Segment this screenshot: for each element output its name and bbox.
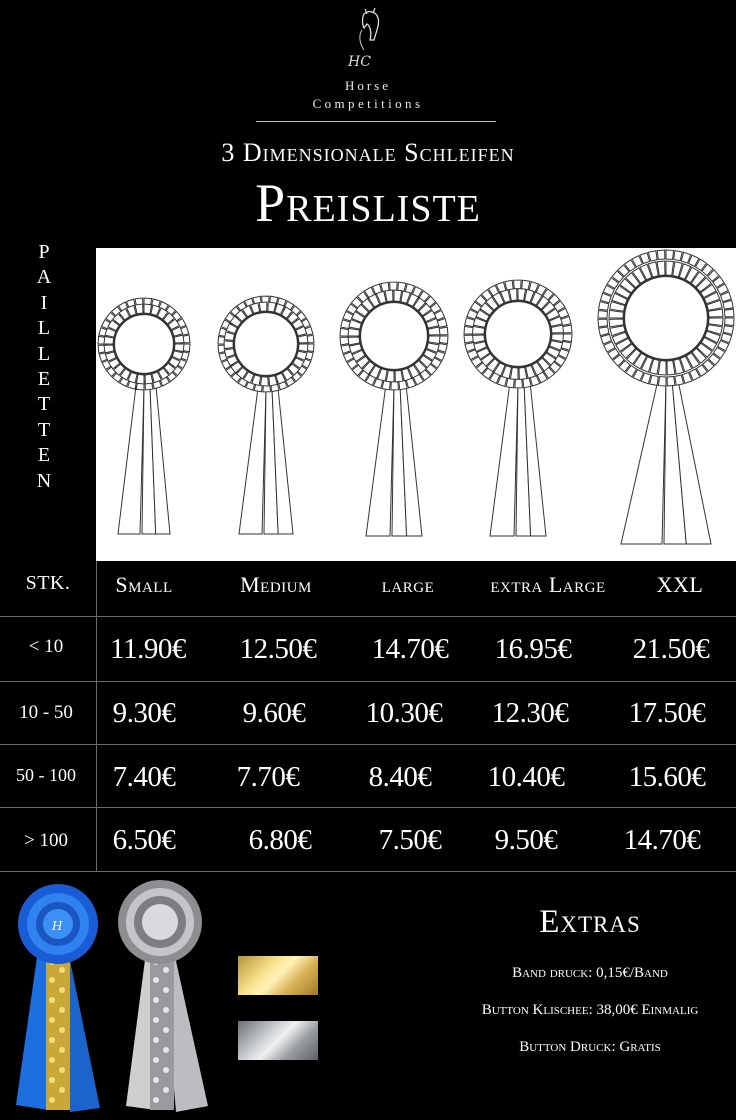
table-row-divider: [0, 871, 736, 872]
price-cell: 16.95€: [494, 633, 572, 665]
price-cell: 10.40€: [487, 761, 565, 793]
svg-text:H: H: [52, 919, 63, 933]
price-cell: 21.50€: [632, 633, 710, 665]
column-header-small: Small: [115, 572, 173, 597]
vertical-letter: I: [40, 291, 48, 314]
price-cell: 7.70€: [236, 761, 300, 793]
qty-cell: < 10: [28, 636, 64, 657]
vertical-letter: P: [38, 241, 50, 263]
vertical-letter: L: [37, 317, 51, 340]
extra-item: Band druck: 0,15€/Band: [512, 965, 668, 981]
vertical-side-label: [24, 240, 64, 494]
vertical-letter: N: [36, 469, 52, 492]
vertical-letter: L: [37, 342, 51, 365]
table-row-divider: [0, 744, 736, 745]
column-header-xxl: XXL: [656, 572, 704, 597]
price-cell: 15.60€: [628, 761, 706, 793]
table-row-divider: [0, 616, 736, 617]
vertical-letter: T: [37, 393, 51, 416]
silver-swatch: [238, 1021, 318, 1060]
qty-cell: 50 - 100: [16, 765, 76, 785]
rosette-illustration-panel: [96, 248, 736, 561]
column-header-large: large: [381, 572, 435, 597]
rosette-drawing: [98, 298, 190, 534]
price-cell: 6.80€: [248, 824, 312, 856]
price-cell: 9.60€: [242, 697, 306, 729]
column-header-medium: Medium: [240, 572, 312, 597]
vertical-letter: E: [37, 444, 51, 467]
extras-title: Extras: [539, 904, 641, 940]
page-title: Preisliste: [255, 173, 481, 233]
brand-line-2: Competitions: [312, 96, 424, 111]
price-cell: 14.70€: [623, 824, 701, 856]
logo-monogram: HC: [348, 54, 371, 70]
qty-cell: > 100: [24, 830, 68, 851]
extra-item: Button Druck: Gratis: [519, 1039, 661, 1055]
vertical-letter: A: [36, 266, 52, 289]
table-row-divider: [0, 807, 736, 808]
price-cell: 12.30€: [491, 697, 569, 729]
price-cell: 9.30€: [112, 697, 176, 729]
price-cell: 6.50€: [112, 824, 176, 856]
vertical-letter: T: [37, 418, 51, 441]
vertical-letter: E: [37, 367, 51, 390]
horse-logo-icon: [318, 6, 418, 72]
price-cell: 7.40€: [112, 761, 176, 793]
price-cell: 7.50€: [378, 824, 442, 856]
table-row-divider: [0, 681, 736, 682]
qty-header: STK.: [25, 572, 71, 594]
price-cell: 17.50€: [628, 697, 706, 729]
qty-cell: 10 - 50: [19, 702, 73, 723]
price-cell: 11.90€: [110, 633, 186, 665]
extra-item: Button Klischee: 38,00€ Einmalig: [481, 1002, 699, 1018]
price-cell: 10.30€: [365, 697, 443, 729]
rosette-drawing: [464, 280, 572, 536]
gold-swatch: [238, 956, 318, 995]
rosette-drawing: [218, 296, 314, 534]
price-cell: 8.40€: [368, 761, 432, 793]
blue-rosette-photo: [8, 880, 108, 1120]
brand-divider: [256, 121, 496, 122]
rosette-drawing: [340, 282, 448, 536]
price-cell: 14.70€: [371, 633, 449, 665]
page-subtitle: 3 Dimensionale Schleifen: [221, 138, 515, 167]
rosette-drawing: [598, 250, 734, 544]
rosette-drawings: [96, 248, 736, 561]
price-cell: 9.50€: [494, 824, 558, 856]
brand-line-1: Horse: [344, 78, 392, 93]
silver-rosette-photo: [112, 880, 212, 1120]
price-cell: 12.50€: [239, 633, 317, 665]
column-header-extra-large: extra Large: [490, 572, 606, 597]
